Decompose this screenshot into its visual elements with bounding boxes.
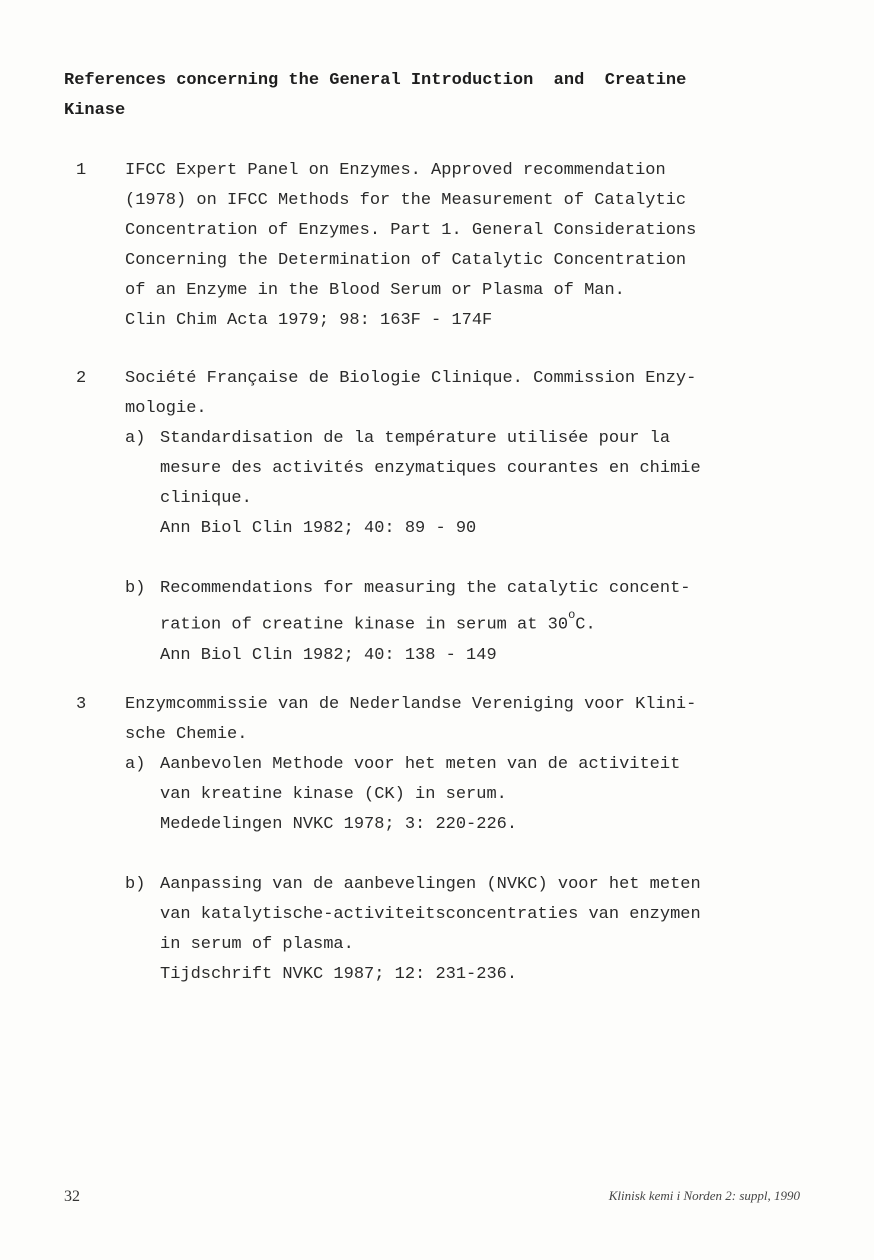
reference-line: IFCC Expert Panel on Enzymes. Approved recommendation (125, 161, 666, 180)
reference-line: Concentration of Enzymes. Part 1. General Considerations (125, 221, 697, 240)
reference-line: mesure des activités enzymatiques courantes en chimie (160, 459, 701, 478)
reference-line: Aanbevolen Methode voor het meten van de activiteit (160, 755, 681, 774)
reference-line: in serum of plasma. (160, 935, 354, 954)
sub-reference-letter: a) (125, 755, 146, 774)
reference-line: clinique. (160, 489, 252, 508)
reference-number: 1 (76, 161, 87, 180)
reference-line: Ann Biol Clin 1982; 40: 89 - 90 (160, 519, 477, 538)
reference-text (125, 364, 805, 671)
reference-line: (1978) on IFCC Methods for the Measurement of Catalytic (125, 191, 687, 210)
sub-reference-b (125, 574, 805, 671)
sub-reference-letter: b) (125, 579, 146, 598)
sub-reference-b (125, 870, 805, 990)
sub-reference-a (125, 424, 805, 544)
heading-line-1: References concerning the General Introduction and Creatine (64, 71, 687, 90)
reference-line: van katalytische-activiteitsconcentraties van enzymen (160, 905, 701, 924)
reference-number: 3 (76, 695, 87, 714)
reference-line: Concerning the Determination of Catalytic Concentration (125, 251, 687, 270)
reference-line: van kreatine kinase (CK) in serum. (160, 785, 507, 804)
degree-symbol: o (568, 608, 576, 622)
reference-line: Ann Biol Clin 1982; 40: 138 - 149 (160, 645, 497, 665)
reference-line-text: ration of creatine kinase in serum at 30 (160, 615, 569, 635)
page-heading (64, 66, 804, 126)
reference-text (125, 690, 805, 990)
reference-line: Enzymcommissie van de Nederlandse Vereniging voor Klini- (125, 695, 697, 714)
reference-line-with-temperature (160, 604, 805, 641)
reference-text (125, 156, 805, 336)
reference-line: Clin Chim Acta 1979; 98: 163F - 174F (125, 311, 493, 330)
reference-line: Mededelingen NVKC 1978; 3: 220-226. (160, 815, 518, 834)
page-number: 32 (64, 1188, 80, 1205)
heading-line-2: Kinase (64, 101, 126, 120)
journal-citation: Klinisk kemi i Norden 2: suppl, 1990 (608, 1188, 800, 1203)
reference-line: sche Chemie. (125, 725, 248, 744)
reference-line: Standardisation de la température utilisée pour la (160, 429, 671, 448)
reference-line: Aanpassing van de aanbevelingen (NVKC) voor het meten (160, 875, 701, 894)
reference-line: Recommendations for measuring the catalytic concent- (160, 579, 691, 598)
sub-reference-letter: b) (125, 875, 146, 894)
reference-number: 2 (76, 369, 87, 388)
reference-line: mologie. (125, 399, 207, 418)
temperature-unit: C. (575, 615, 596, 635)
sub-reference-a (125, 750, 805, 840)
sub-reference-letter: a) (125, 429, 146, 448)
reference-line: Société Française de Biologie Clinique. Commission Enzy- (125, 369, 697, 388)
reference-line: of an Enzyme in the Blood Serum or Plasma of Man. (125, 281, 625, 300)
reference-line: Tijdschrift NVKC 1987; 12: 231-236. (160, 965, 518, 984)
